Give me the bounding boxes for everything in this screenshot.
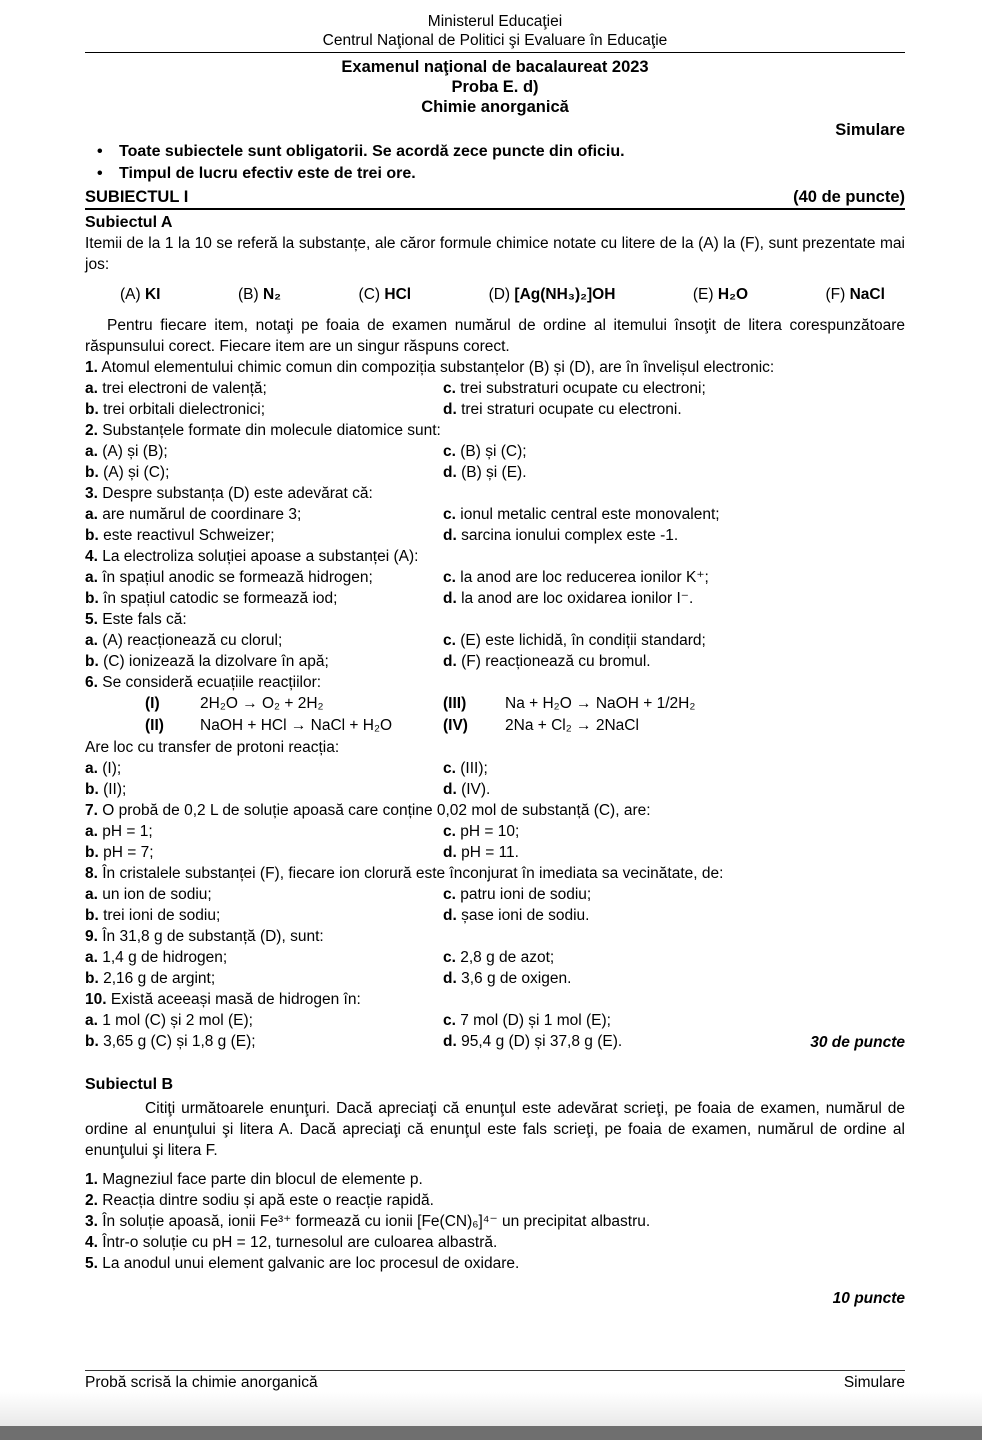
equation-label: (I) — [145, 695, 160, 712]
option-d: d. 95,4 g (D) și 37,8 g (E). — [443, 1033, 623, 1050]
item-number: 3. — [85, 485, 98, 502]
header-ministry: Ministerul Educaţiei — [427, 13, 563, 30]
option-d: d. la anod are loc oxidarea ionilor I⁻. — [443, 590, 694, 607]
item-number: 5. — [85, 611, 98, 628]
option-b: b. pH = 7; — [85, 844, 154, 861]
option-a: a. pH = 1; — [85, 823, 153, 840]
item-4 — [85, 546, 905, 609]
option-d: d. 3,6 g de oxigen. — [443, 970, 572, 987]
option-a: a. (A) și (B); — [85, 443, 168, 460]
statement: 3. În soluție apoasă, ionii Fe³⁺ formează cu ionii [Fe(CN)₆]⁴⁻ un precipitat albastru. — [85, 1213, 651, 1230]
option-d: d. (F) reacționează cu bromul. — [443, 653, 651, 670]
equation-label: (III) — [443, 695, 467, 712]
equation: 2Na + Cl₂ → 2NaCl — [505, 717, 639, 734]
option-b: b. (C) ionizează la dizolvare în apă; — [85, 653, 329, 670]
item-number: 10. — [85, 991, 107, 1008]
item-8 — [85, 863, 905, 926]
item-5 — [85, 609, 905, 672]
item-number: 4. — [85, 548, 98, 565]
exam-subject: Chimie anorganică — [421, 98, 569, 116]
option-a: a. trei electroni de valență; — [85, 380, 267, 397]
part-a-instructions: Pentru fiecare item, notaţi pe foaia de examen numărul de ordine al itemului însoţit de litera corespunzătoare răspunsului corect. Fiecare item are un singur răspuns corect. — [85, 317, 905, 355]
item-number: 7. — [85, 802, 98, 819]
item-6 — [85, 672, 905, 800]
option-b: b. în spațiul catodic se formează iod; — [85, 590, 338, 607]
variant-label: Simulare — [835, 121, 905, 139]
option-a: a. în spațiul anodic se formează hidrogen; — [85, 569, 373, 586]
item-question: 10. Există aceeași masă de hidrogen în: — [85, 991, 361, 1008]
substance: (F) NaCl — [825, 286, 885, 303]
item-6-followup: Are loc cu transfer de protoni reacția: — [85, 739, 340, 756]
part-b-intro: Citiţi următoarele enunţuri. Dacă apreciaţi că enunţul este adevărat scrieţi, pe foaia de examen, numărul de ordine al enunţului şi litera A. Dacă apreciaţi că enunţul este fals scrieţi, pe foaia de examen, numărul de ordine al enunţului şi litera F. — [85, 1100, 905, 1159]
exam-title: Examenul naţional de bacalaureat 2023 — [341, 58, 649, 76]
item-1 — [85, 357, 905, 420]
option-c: c. pH = 10; — [443, 823, 520, 840]
section-1-title: SUBIECTUL I — [85, 188, 189, 206]
part-b-title: Subiectul B — [85, 1076, 174, 1093]
item-number: 6. — [85, 674, 98, 691]
substance: (D) [Ag(NH₃)₂]OH — [488, 286, 616, 303]
item-number: 1. — [85, 359, 98, 376]
option-a: a. 1,4 g de hidrogen; — [85, 949, 228, 966]
option-c: c. 2,8 g de azot; — [443, 949, 555, 966]
part-a-title: Subiectul A — [85, 214, 173, 231]
item-number: 2. — [85, 422, 98, 439]
item-question: 3. Despre substanța (D) este adevărat că: — [85, 485, 373, 502]
option-c: c. (E) este lichidă, în condiții standard; — [443, 632, 706, 649]
substances-row — [85, 284, 905, 306]
statement: 5. La anodul unui element galvanic are loc procesul de oxidare. — [85, 1255, 520, 1272]
footer-right: Simulare — [843, 1374, 905, 1391]
option-a: a. un ion de sodiu; — [85, 886, 212, 903]
substance: (A) KI — [120, 286, 161, 303]
substance: (B) N₂ — [237, 286, 282, 303]
item-question: 2. Substanțele formate din molecule diatomice sunt: — [85, 422, 441, 439]
option-d: d. sarcina ionului complex este -1. — [443, 527, 679, 544]
header-divider — [85, 52, 905, 53]
option-b: b. trei orbitali dielectronici; — [85, 401, 266, 418]
option-d: d. șase ioni de sodiu. — [443, 907, 590, 924]
equation-label: (IV) — [443, 717, 468, 734]
option-d: d. pH = 11. — [443, 844, 519, 861]
option-a: a. are numărul de coordinare 3; — [85, 506, 302, 523]
substance: (C) HCl — [358, 286, 412, 303]
reaction-equations — [85, 693, 905, 737]
option-b: b. 3,65 g (C) și 1,8 g (E); — [85, 1033, 256, 1050]
option-b: b. (II); — [85, 781, 127, 798]
statement: 1. Magneziul face parte din blocul de elemente p. — [85, 1171, 423, 1188]
option-d: d. (B) și (E). — [443, 464, 527, 481]
statement: 4. Într-o soluție cu pH = 12, turnesolul are culoarea albastră. — [85, 1234, 498, 1251]
part-b-statements — [85, 1169, 905, 1274]
option-b: b. (A) și (C); — [85, 464, 170, 481]
option-b: b. trei ioni de sodiu; — [85, 907, 221, 924]
option-c: c. la anod are loc reducerea ionilor K⁺; — [443, 569, 709, 586]
option-c: c. trei substraturi ocupate cu electroni; — [443, 380, 706, 397]
statement: 2. Reacția dintre sodiu și apă este o reacție rapidă. — [85, 1192, 434, 1209]
item-question: 4. La electroliza soluției apoase a substanței (A): — [85, 548, 419, 565]
option-b: b. este reactivul Schweizer; — [85, 527, 275, 544]
notice-item: • Toate subiectele sunt obligatorii. Se acordă zece puncte din oficiu. — [85, 141, 905, 163]
option-c: c. (B) și (C); — [443, 443, 527, 460]
option-a: a. (I); — [85, 760, 122, 777]
item-3 — [85, 483, 905, 546]
header-center: Centrul Naţional de Politici şi Evaluare în Educaţie — [322, 32, 668, 49]
part-a-intro: Itemii de la 1 la 10 se referă la substanțe, ale căror formule chimice notate cu litere de la (A) la (F), sunt prezentate mai jos: — [85, 235, 905, 273]
option-b: b. 2,16 g de argint; — [85, 970, 216, 987]
item-7 — [85, 800, 905, 863]
notice-item: • Timpul de lucru efectiv este de trei ore. — [85, 163, 905, 185]
item-number: 9. — [85, 928, 98, 945]
page-bottom-fade — [0, 1392, 982, 1426]
section-1-points: (40 de puncte) — [793, 188, 905, 206]
item-question: 1. Atomul elementului chimic comun din compoziția substanțelor (B) și (D), are în învelișul electronic: — [85, 359, 775, 376]
option-d: d. trei straturi ocupate cu electroni. — [443, 401, 682, 418]
exam-proba: Proba E. d) — [451, 78, 539, 96]
equation: 2H₂O → O₂ + 2H₂ — [200, 695, 324, 712]
option-a: a. 1 mol (C) și 2 mol (E); — [85, 1012, 253, 1029]
item-2 — [85, 420, 905, 483]
footer-left: Probă scrisă la chimie anorganică — [85, 1374, 318, 1391]
part-a-points: 30 de puncte — [810, 1034, 905, 1051]
substance: (E) H₂O — [692, 286, 749, 303]
equation: NaOH + HCl → NaCl + H₂O — [200, 717, 393, 734]
item-10 — [85, 989, 905, 1052]
option-c: c. patru ioni de sodiu; — [443, 886, 592, 903]
item-number: 8. — [85, 865, 98, 882]
option-d: d. (IV). — [443, 781, 491, 798]
option-c: c. (III); — [443, 760, 488, 777]
option-a: a. (A) reacționează cu clorul; — [85, 632, 283, 649]
viewer-edge-bar — [0, 1426, 982, 1440]
section-1-header — [85, 187, 905, 210]
item-question: 7. O probă de 0,2 L de soluție apoasă care conține 0,02 mol de substanță (C), are: — [85, 802, 651, 819]
item-question: 8. În cristalele substanței (F), fiecare ion clorură este înconjurat în imediata sa vecinătate, de: — [85, 865, 724, 882]
item-9 — [85, 926, 905, 989]
item-question: 9. În 31,8 g de substanță (D), sunt: — [85, 928, 324, 945]
option-c: c. ionul metalic central este monovalent; — [443, 506, 720, 523]
equation: Na + H₂O → NaOH + 1/2H₂ — [505, 695, 696, 712]
equation-label: (II) — [145, 717, 164, 734]
item-question: 5. Este fals că: — [85, 611, 187, 628]
option-c: c. 7 mol (D) și 1 mol (E); — [443, 1012, 611, 1029]
part-b-points: 10 puncte — [832, 1290, 905, 1307]
item-question: 6. Se consideră ecuațiile reacțiilor: — [85, 674, 322, 691]
